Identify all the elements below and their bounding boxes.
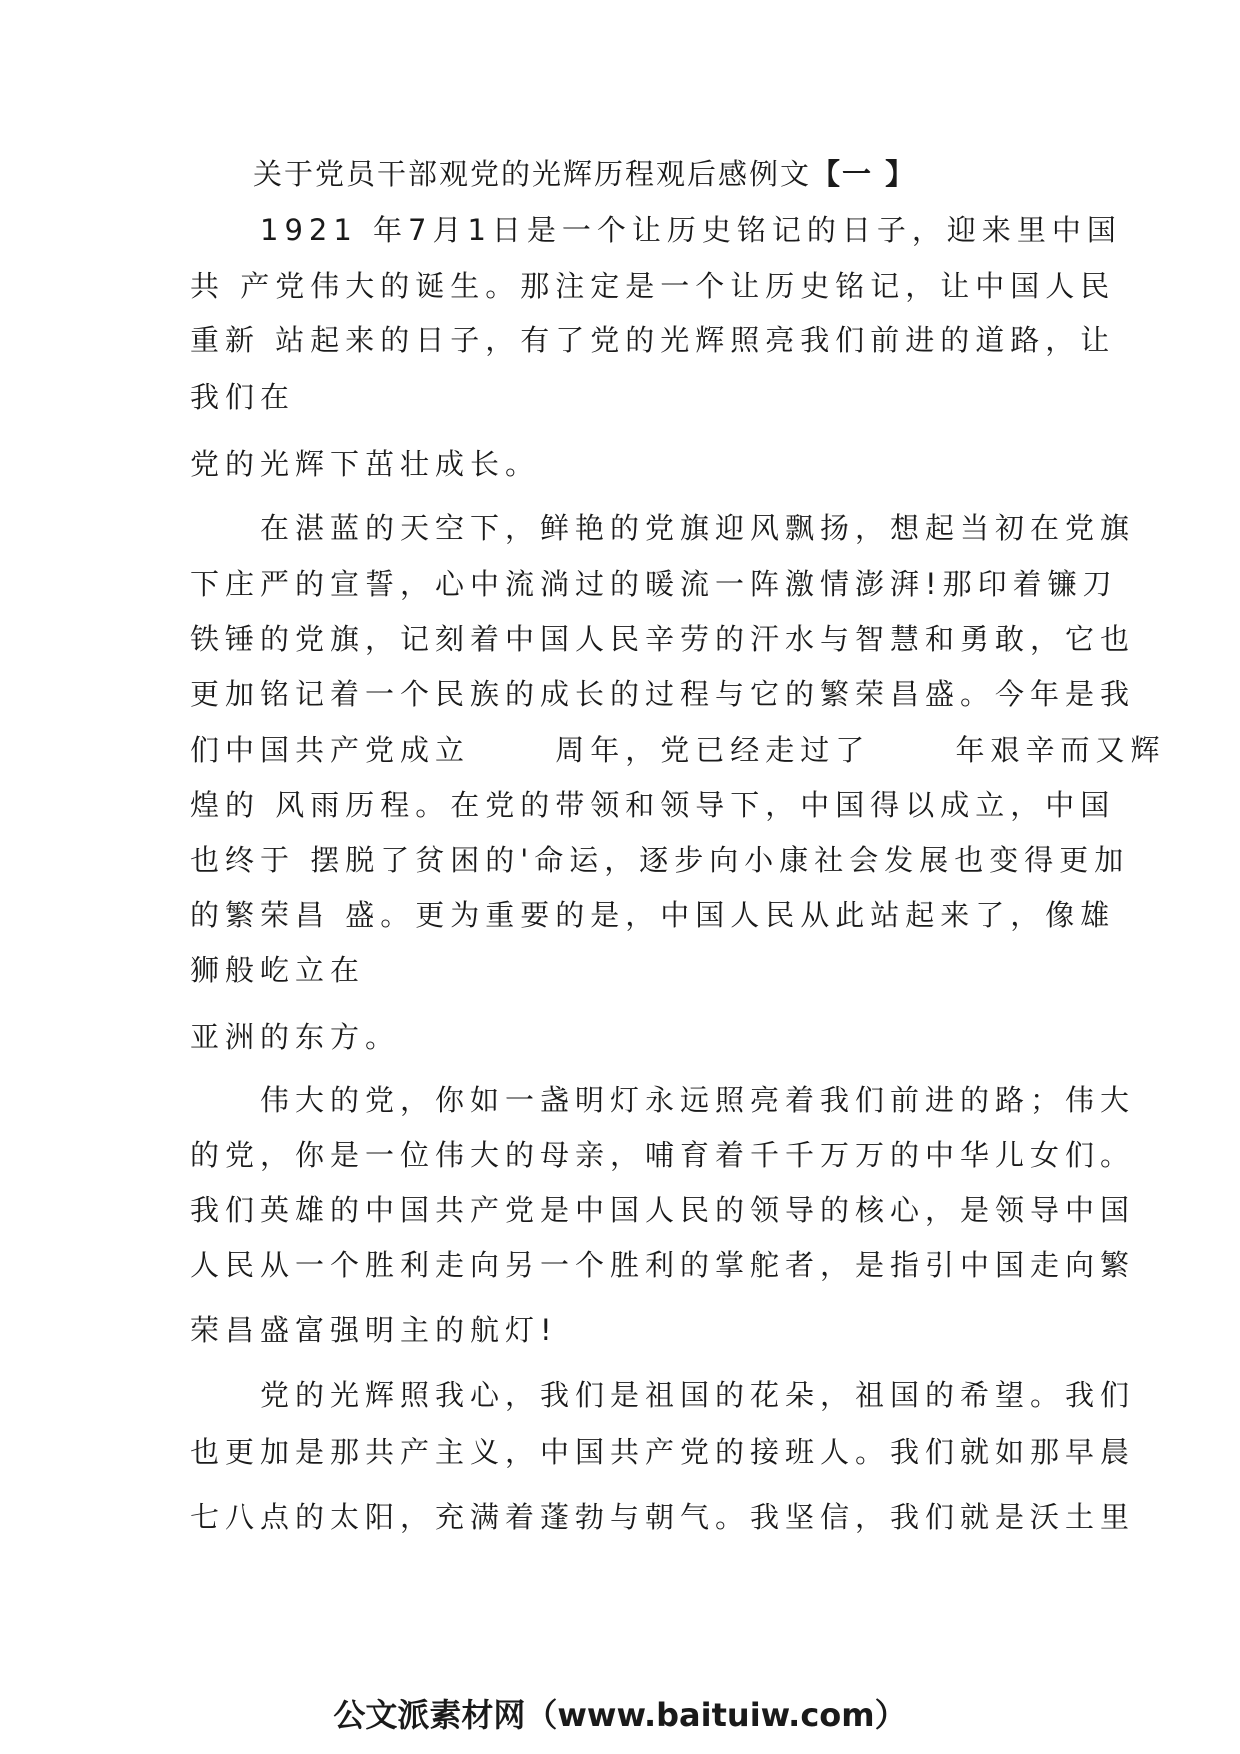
- body-line: 也终于 摆脱了贫困的'命运，逐步向小康社会发展也变得更加: [190, 843, 1130, 877]
- body-line: 1921 年7月1日是一个让历史铭记的日子，迎来里中国: [190, 213, 1122, 247]
- body-line: 下庄严的宣誓，心中流淌过的暖流一阵激情澎湃!那印着镰刀: [190, 567, 1118, 601]
- body-line: 亚洲的东方。: [190, 1020, 401, 1054]
- body-line: 的繁荣昌 盛。更为重要的是，中国人民从此站起来了，像雄: [190, 898, 1116, 932]
- body-line: 我们在: [190, 380, 296, 414]
- footer-watermark: 公文派素材网（www.baituiw.com）: [333, 1696, 907, 1734]
- body-line: 共 产党伟大的诞生。那注定是一个让历史铭记，让中国人民: [190, 269, 1116, 303]
- body-line: 更加铭记着一个民族的成长的过程与它的繁荣昌盛。今年是我: [190, 677, 1136, 711]
- body-line: 荣昌盛富强明主的航灯!: [190, 1313, 558, 1347]
- body-line: 也更加是那共产主义，中国共产党的接班人。我们就如那早晨: [190, 1435, 1136, 1469]
- body-line: 我们英雄的中国共产党是中国人民的领导的核心，是领导中国: [190, 1193, 1136, 1227]
- document-title: [253, 152, 916, 193]
- title-bracket: 【一 】: [811, 157, 917, 191]
- body-line: 铁锤的党旗，记刻着中国人民辛劳的汗水与智慧和勇敢，它也: [190, 622, 1136, 656]
- body-line: 党的光辉照我心，我们是祖国的花朵，祖国的希望。我们: [190, 1378, 1136, 1412]
- body-line: 人民从一个胜利走向另一个胜利的掌舵者，是指引中国走向繁: [190, 1248, 1136, 1282]
- body-line: 七八点的太阳，充满着蓬勃与朝气。我坚信，我们就是沃土里: [190, 1500, 1136, 1534]
- body-line: 党的光辉下茁壮成长。: [190, 447, 541, 481]
- body-line: 重新 站起来的日子，有了党的光辉照亮我们前进的道路，让: [190, 323, 1116, 357]
- body-line: 在湛蓝的天空下，鲜艳的党旗迎风飘扬，想起当初在党旗: [190, 511, 1136, 545]
- body-line: 们中国共产党成立 周年，党已经走过了 年艰辛而又辉: [190, 733, 1166, 767]
- body-line: 狮般屹立在: [190, 953, 366, 987]
- body-line: 的党，你是一位伟大的母亲，哺育着千千万万的中华儿女们。: [190, 1138, 1136, 1172]
- body-line: 伟大的党，你如一盏明灯永远照亮着我们前进的路；伟大: [190, 1083, 1136, 1117]
- body-line: 煌的 风雨历程。在党的带领和领导下，中国得以成立，中国: [190, 788, 1116, 822]
- title-text: 关于党员干部观党的光辉历程观后感例文: [253, 157, 812, 191]
